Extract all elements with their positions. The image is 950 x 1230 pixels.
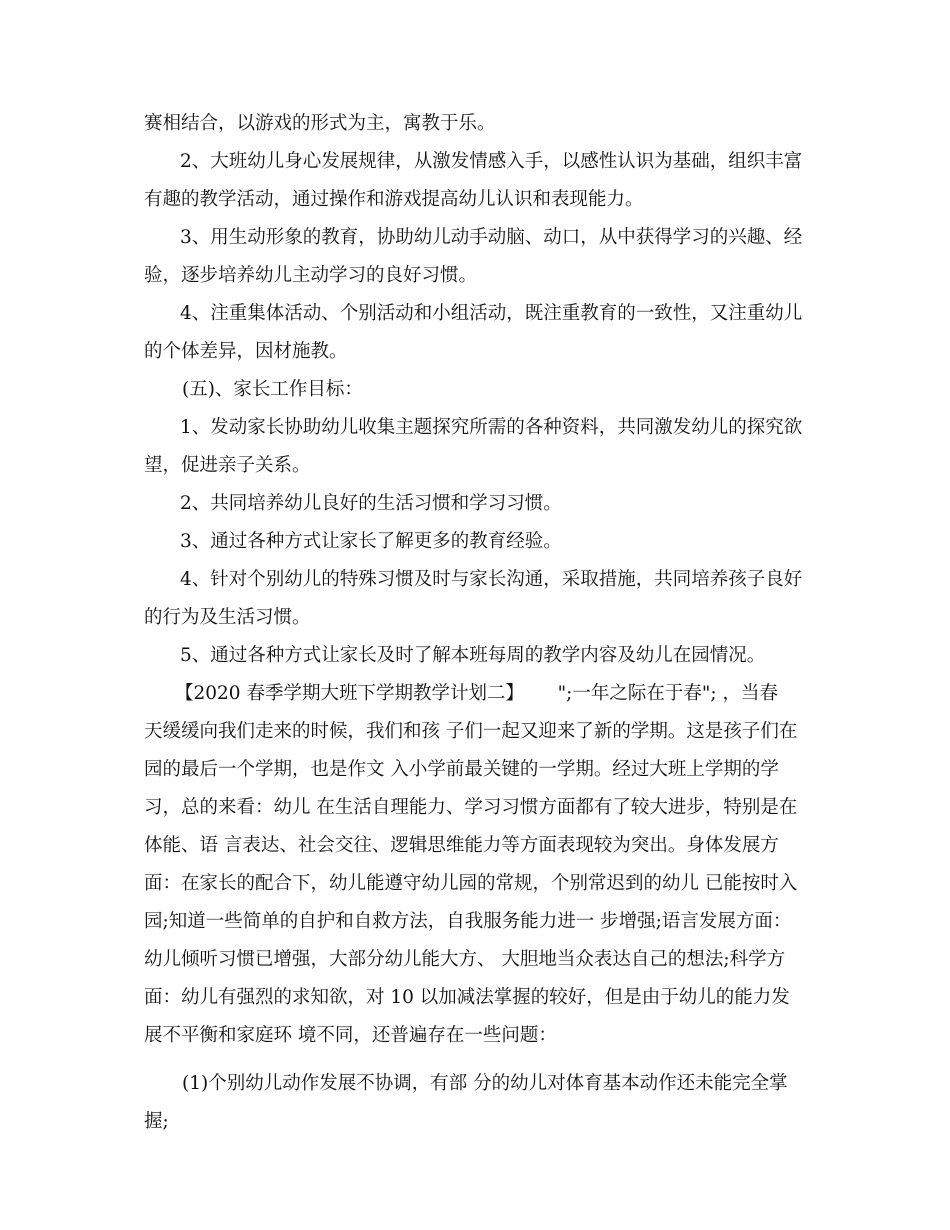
text-line: 握; [144, 1111, 169, 1132]
text-line: 3、用生动形象的教育，协助幼儿动手动脑、动口，从中获得学习的兴趣、经 [180, 227, 803, 248]
text-line: 4、注重集体活动、个别活动和小组活动，既注重教育的一致性，又注重幼儿 [180, 303, 803, 324]
text-line: 面：在家长的配合下，幼儿能遵守幼儿园的常规，个别常迟到的幼儿 已能按时入 [144, 873, 798, 894]
text-line: 赛相结合，以游戏的形式为主，寓教于乐。 [144, 113, 496, 134]
text-line: 2、大班幼儿身心发展规律，从激发情感入手，以感性认识为基础，组织丰富 [180, 151, 803, 172]
text-line: 展不平衡和家庭环 境不同，还普遍存在一些问题： [144, 1025, 557, 1046]
text-line: 园;知道一些简单的自护和自救方法，自我服务能力进一 步增强;语言发展方面： [144, 911, 792, 932]
text-line: 的个体差异，因材施教。 [144, 341, 348, 362]
text-line: 幼儿倾听习惯已增强，大部分幼儿能大方、 大胆地当众表达自己的想法;科学方 [144, 949, 786, 970]
text-line: 5、通过各种方式让家长及时了解本班每周的教学内容及幼儿在园情况。 [180, 645, 766, 666]
text-line: 2、共同培养幼儿良好的生活习惯和学习习惯。 [180, 493, 562, 514]
text-line: 望，促进亲子关系。 [144, 455, 311, 476]
text-line: 验，逐步培养幼儿主动学习的良好习惯。 [144, 265, 478, 286]
text-line: 面：幼儿有强烈的求知欲，对 10 以加减法掌握的较好，但是由于幼儿的能力发 [144, 987, 790, 1008]
text-line: 1、发动家长协助幼儿收集主题探究所需的各种资料，共同激发幼儿的探究欲 [180, 417, 803, 438]
text-line: (1)个别幼儿动作发展不协调，有部 分的幼儿对体育基本动作还未能完全掌 [182, 1073, 788, 1094]
text-line: 3、通过各种方式让家长了解更多的教育经验。 [180, 531, 562, 552]
plan-title-line: 【2020 春季学期大班下学期教学计划二】 ";一年之际在于春"; ，当春 [175, 683, 778, 704]
text-line: 的行为及生活习惯。 [144, 607, 311, 628]
text-line: 4、针对个别幼儿的特殊习惯及时与家长沟通，采取措施，共同培养孩子良好 [180, 569, 803, 590]
text-line: 园的最后一个学期，也是作文 入小学前最关键的一学期。经过大班上学期的学 [144, 759, 779, 780]
text-line: 有趣的教学活动，通过操作和游戏提高幼儿认识和表现能力。 [144, 189, 644, 210]
text-line: 体能、语 言表达、社会交往、逻辑思维能力等方面表现较为突出。身体发展方 [144, 835, 779, 856]
text-line: 习，总的来看：幼儿 在生活自理能力、学习习惯方面都有了较大进步，特别是在 [144, 797, 798, 818]
text-line: 天缓缓向我们走来的时候，我们和孩 子们一起又迎来了新的学期。这是孩子们在 [144, 721, 798, 742]
section-heading: (五)、家长工作目标： [182, 379, 363, 400]
